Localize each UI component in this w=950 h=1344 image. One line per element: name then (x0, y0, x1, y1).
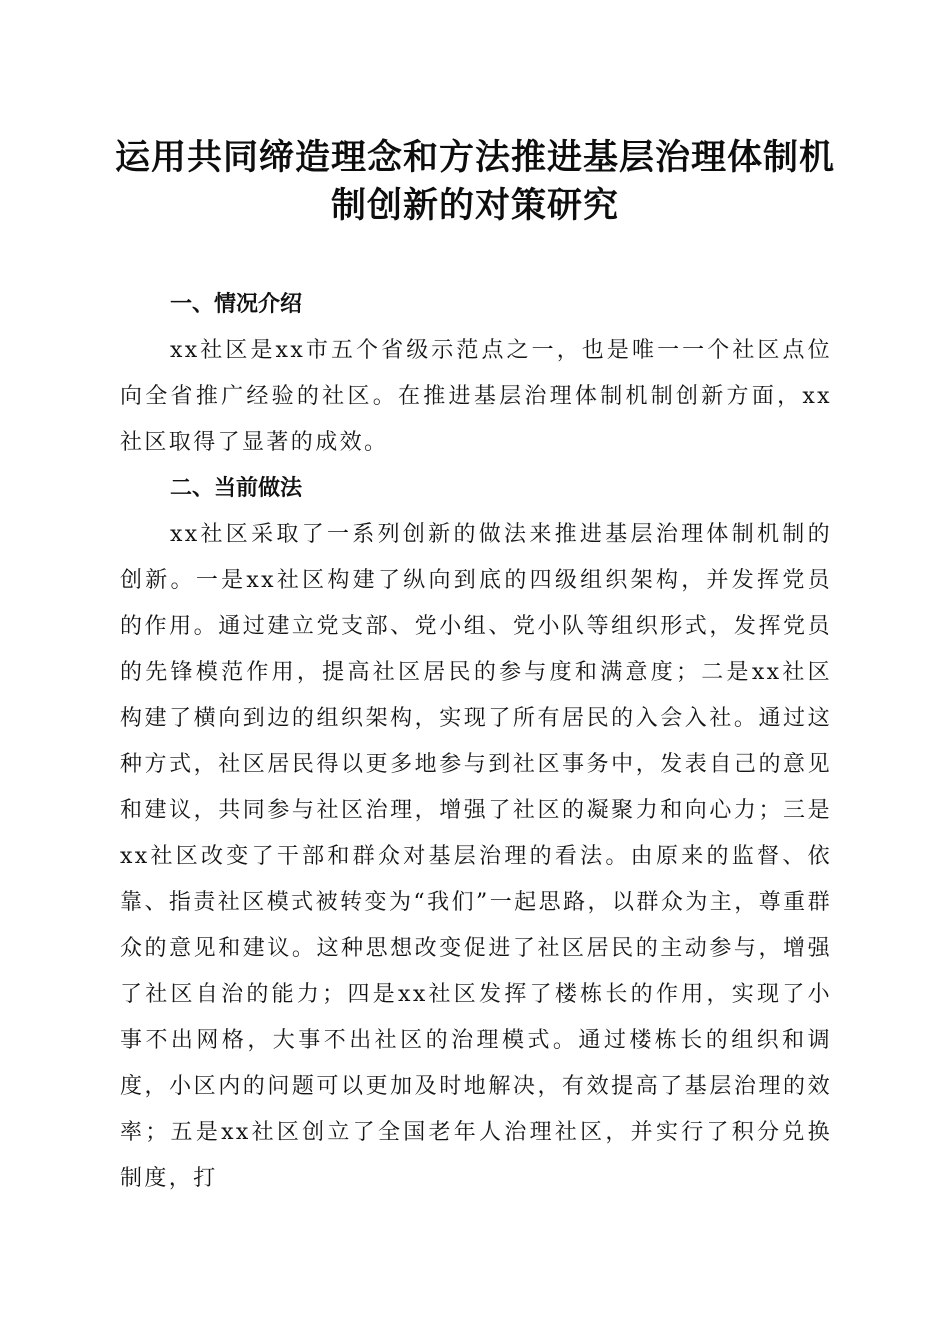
section-paragraph-situation: xx社区是xx市五个省级示范点之一，也是唯一一个社区点位向全省推广经验的社区。在推进基层治理体制机制创新方面，xx社区取得了显著的成效。 (120, 338, 832, 455)
document-body (120, 282, 832, 1202)
section-paragraph-current-practice: xx社区采取了一系列创新的做法来推进基层治理体制机制的创新。一是xx社区构建了纵向到底的四级组织架构，并发挥党员的作用。通过建立党支部、党小组、党小队等组织形式，发挥党员的先锋模范作用，提高社区居民的参与度和满意度；二是xx社区构建了横向到边的组织架构，实现了所有居民的入会入社。通过这种方式，社区居民得以更多地参与到社区事务中，发表自己的意见和建议，共同参与社区治理，增强了社区的凝聚力和向心力；三是xx社区改变了干部和群众对基层治理的看法。由原来的监督、依靠、指责社区模式被转变为“我们”一起思路，以群众为主，尊重群众的意见和建议。这种思想改变促进了社区居民的主动参与，增强了社区自治的能力；四是xx社区发挥了楼栋长的作用，实现了小事不出网格，大事不出社区的治理模式。通过楼栋长的组织和调度，小区内的问题可以更加及时地解决，有效提高了基层治理的效率；五是xx社区创立了全国老年人治理社区，并实行了积分兑换制度，打 (120, 522, 832, 1191)
document-title: 运用共同缔造理念和方法推进基层治理体制机制创新的对策研究 (114, 137, 835, 226)
section-heading-situation: 一、情况介绍 (170, 292, 303, 317)
section-heading-current-practice: 二、当前做法 (170, 476, 303, 501)
